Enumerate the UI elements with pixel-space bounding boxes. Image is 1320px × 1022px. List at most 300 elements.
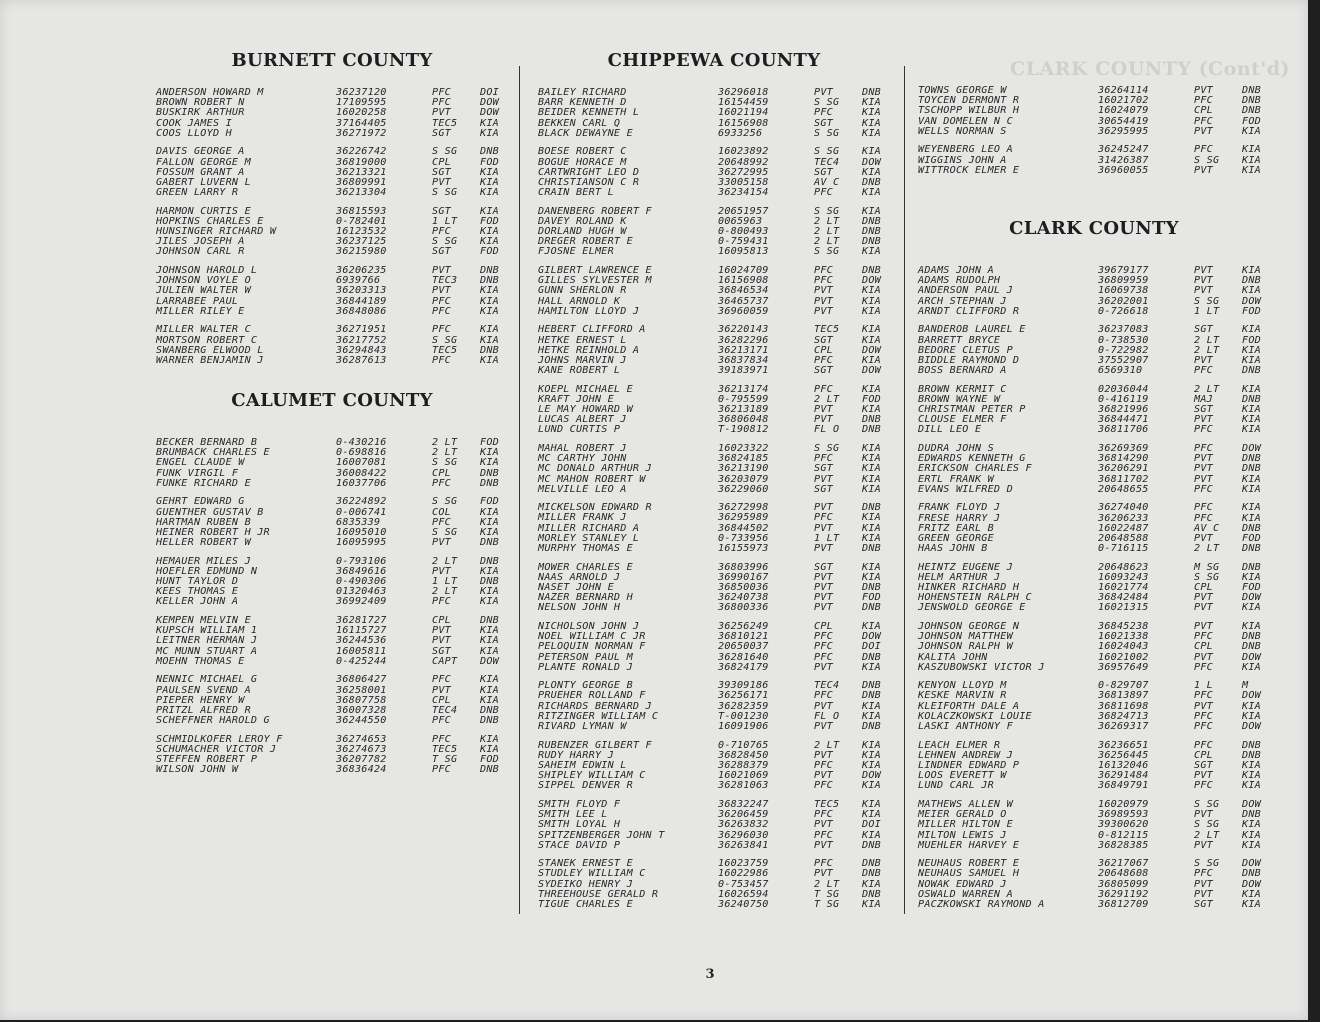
service-number: 16020979 — [1098, 798, 1149, 810]
service-number: 36990167 — [718, 571, 769, 583]
service-number: 36811706 — [1098, 424, 1149, 436]
status: DNB — [480, 555, 499, 567]
service-number: 6835339 — [336, 516, 381, 528]
status: DNB — [1242, 463, 1261, 475]
soldier-name: LE MAY HOWARD W — [538, 404, 633, 416]
service-number: 36256171 — [718, 690, 769, 702]
status: KIA — [1242, 383, 1261, 395]
service-number: 36206235 — [336, 264, 387, 276]
soldier-name: FJOSNE ELMER — [538, 246, 614, 258]
rank: CPL — [814, 620, 833, 632]
rank: PVT — [814, 749, 833, 761]
status: DNB — [1242, 85, 1261, 96]
service-number: 0-795599 — [718, 393, 769, 405]
rank: PVT — [432, 625, 451, 637]
rank: S SG — [1194, 798, 1220, 810]
service-number: 0-759431 — [718, 236, 769, 248]
status: KIA — [1242, 164, 1261, 176]
soldier-name: NELSON JOHN H — [538, 602, 621, 614]
rank: S SG — [1194, 154, 1220, 166]
status: M — [1242, 680, 1249, 692]
status: KIA — [1242, 324, 1261, 336]
entry-group — [156, 557, 508, 608]
rank: S SG — [814, 127, 840, 139]
casualty-row — [538, 307, 890, 317]
service-number: 30654419 — [1098, 115, 1149, 127]
service-number: 36295995 — [1098, 125, 1149, 137]
service-number: 36281727 — [336, 614, 387, 626]
service-number: 39183971 — [718, 365, 769, 377]
service-number: 36263832 — [718, 819, 769, 831]
rank: PVT — [814, 721, 833, 733]
status: DNB — [480, 344, 499, 356]
rank: PFC — [1194, 739, 1213, 751]
soldier-name: NAAS ARNOLD J — [538, 571, 621, 583]
service-number: 6939766 — [336, 275, 381, 287]
casualty-row — [538, 129, 890, 139]
service-number: 16022986 — [718, 868, 769, 880]
soldier-name: BROWN ROBERT N — [156, 97, 245, 109]
rank: TEC4 — [432, 704, 458, 716]
status: KIA — [862, 780, 881, 792]
status: KIA — [1242, 502, 1261, 514]
status: DNB — [1242, 631, 1261, 643]
rank: PVT — [814, 305, 833, 317]
casualty-row — [918, 841, 1270, 851]
service-number: 36206459 — [718, 809, 769, 821]
soldier-name: LEACH ELMER R — [918, 739, 1001, 751]
entry-group — [156, 266, 508, 317]
entry-group — [538, 563, 890, 614]
rank: S SG — [814, 442, 840, 454]
service-number: 0-006741 — [336, 506, 387, 518]
county-section — [918, 218, 1270, 919]
rank: 2 LT — [432, 447, 458, 459]
service-number: 36805099 — [1098, 878, 1149, 890]
soldier-name: JOHNSON HAROLD L — [156, 264, 258, 276]
soldier-name: TOWNS GEORGE W — [918, 85, 1007, 96]
status: DNB — [862, 424, 881, 436]
status: KIA — [480, 205, 499, 217]
status: DNB — [862, 680, 881, 692]
rank: PVT — [432, 264, 451, 276]
entry-group — [918, 800, 1270, 851]
status: KIA — [480, 305, 499, 317]
status: KIA — [862, 354, 881, 366]
county-heading: CALUMET COUNTY — [231, 390, 433, 411]
soldier-name: CHRISTIANSON C R — [538, 176, 640, 188]
soldier-name: FUNKE RICHARD E — [156, 477, 251, 489]
status: KIA — [862, 295, 881, 307]
status: KIA — [862, 97, 881, 109]
entry-group — [918, 145, 1270, 176]
soldier-name: KOEPL MICHAEL E — [538, 383, 633, 395]
service-number: 36237083 — [1098, 324, 1149, 336]
service-number: 36282296 — [718, 334, 769, 346]
status: DNB — [862, 264, 881, 276]
soldier-name: NASET JOHN E — [538, 582, 614, 593]
soldier-name: ARCH STEPHAN J — [918, 295, 1007, 307]
soldier-name: MC CARTHY JOHN — [538, 453, 627, 465]
service-number: 16021315 — [1098, 602, 1149, 614]
status: DNB — [1242, 105, 1261, 117]
rank: 1 LT — [814, 532, 840, 544]
soldier-name: ARNDT CLIFFORD R — [918, 305, 1020, 317]
soldier-name: SCHEFFNER HAROLD G — [156, 715, 270, 727]
service-number: 36274673 — [336, 743, 387, 755]
soldier-name: KEES THOMAS E — [156, 586, 239, 598]
casualty-row — [538, 841, 890, 851]
status: DNB — [480, 537, 499, 549]
rank: PVT — [814, 592, 833, 604]
rank: 1 LT — [432, 576, 458, 588]
rank: PFC — [1194, 483, 1213, 495]
soldier-name: RUDY HARRY J — [538, 749, 614, 761]
status: KIA — [480, 334, 499, 346]
service-number: 0-425244 — [336, 655, 387, 667]
service-number: 16024709 — [718, 264, 769, 276]
status: KIA — [862, 700, 881, 712]
entry-group — [538, 207, 890, 258]
service-number: 36800336 — [718, 602, 769, 614]
service-number: 36240750 — [718, 899, 769, 911]
status: DNB — [862, 888, 881, 900]
status: KIA — [1242, 760, 1261, 771]
rank: PVT — [1194, 700, 1213, 712]
status: KIA — [862, 473, 881, 485]
soldier-name: CHRISTMAN PETER P — [918, 404, 1026, 416]
soldier-name: BEIDER KENNETH L — [538, 107, 640, 119]
rank: PVT — [432, 107, 451, 119]
soldier-name: LARRABEE PAUL — [156, 295, 239, 307]
rank: PVT — [814, 602, 833, 614]
soldier-name: BRUMBACK CHARLES E — [156, 447, 270, 459]
service-number: 16021338 — [1098, 631, 1149, 643]
casualty-row — [538, 485, 890, 495]
casualty-row — [538, 247, 890, 257]
service-number: 0-416119 — [1098, 393, 1149, 405]
status: KIA — [862, 117, 881, 129]
casualty-row — [918, 325, 1270, 335]
rank: PVT — [814, 87, 833, 98]
service-number: 36811698 — [1098, 700, 1149, 712]
soldier-name: KASZUBOWSKI VICTOR J — [918, 661, 1045, 673]
rank: PVT — [1194, 125, 1213, 137]
service-number: 0065963 — [718, 215, 763, 227]
soldier-name: HEMAUER MILES J — [156, 555, 251, 567]
rank: PVT — [814, 285, 833, 297]
service-number: 36806048 — [718, 414, 769, 426]
soldier-name: STACE DAVID P — [538, 839, 621, 851]
service-number: 0-733956 — [718, 532, 769, 544]
rank: PFC — [1194, 631, 1213, 643]
status: KIA — [862, 107, 881, 119]
status: DNB — [1242, 522, 1261, 534]
rank: AV C — [814, 176, 840, 188]
status: DNB — [862, 858, 881, 870]
status: KIA — [1242, 888, 1261, 900]
service-number: 36836424 — [336, 764, 387, 776]
entry-group — [538, 622, 890, 673]
status: DNB — [1242, 749, 1261, 761]
entry-group — [538, 741, 890, 792]
soldier-name: MORTSON ROBERT C — [156, 334, 258, 346]
soldier-name: GABERT LUVERN L — [156, 176, 251, 188]
rank: PFC — [1194, 661, 1213, 673]
rank: SGT — [814, 117, 833, 129]
casualty-row — [918, 544, 1270, 554]
soldier-name: STEFFEN ROBERT P — [156, 754, 258, 766]
soldier-name: SYDEIKO HENRY J — [538, 878, 633, 890]
soldier-name: MATHEWS ALLEN W — [918, 798, 1013, 810]
service-number: 36008422 — [336, 467, 387, 479]
rank: 2 LT — [432, 437, 458, 448]
service-number: 20648608 — [1098, 868, 1149, 880]
service-number: 36213304 — [336, 187, 387, 199]
status: DNB — [1242, 453, 1261, 465]
status: KIA — [862, 829, 881, 841]
service-number: 36244536 — [336, 635, 387, 647]
rank: SGT — [814, 561, 833, 573]
status: KIA — [1242, 144, 1261, 156]
status: FOD — [480, 246, 499, 258]
rank: PFC — [432, 764, 451, 776]
status: KIA — [1242, 620, 1261, 632]
service-number: 36272998 — [718, 502, 769, 514]
entry-group — [538, 385, 890, 436]
soldier-name: LEITNER HERMAN J — [156, 635, 258, 647]
rank: PFC — [814, 275, 833, 287]
service-number: 16021002 — [1098, 651, 1149, 663]
service-number: 6933256 — [718, 127, 763, 139]
casualty-row — [538, 366, 890, 376]
status: KIA — [862, 878, 881, 890]
rank: PVT — [1194, 878, 1213, 890]
entry-group — [538, 147, 890, 198]
rank: CPL — [814, 344, 833, 356]
service-number: 36291484 — [1098, 770, 1149, 782]
rank: T SG — [814, 899, 840, 911]
status: KIA — [1242, 354, 1261, 366]
rank: S SG — [1194, 819, 1220, 831]
soldier-name: RITZINGER WILLIAM C — [538, 710, 659, 722]
rank: PVT — [1194, 473, 1213, 485]
soldier-name: MILLER HILTON E — [918, 819, 1013, 831]
casualty-row — [538, 188, 890, 198]
service-number: 16154459 — [718, 97, 769, 109]
soldier-name: HUNSINGER RICHARD W — [156, 226, 277, 238]
rank: S SG — [1194, 858, 1220, 870]
status: KIA — [480, 645, 499, 657]
casualty-row — [918, 503, 1270, 513]
service-number: 36465737 — [718, 295, 769, 307]
soldier-name: JENSWOLD GEORGE E — [918, 602, 1026, 614]
rank: CPL — [1194, 641, 1213, 653]
entry-group — [538, 681, 890, 732]
soldier-name: RUBENZER GILBERT F — [538, 739, 652, 751]
casualty-row — [156, 716, 508, 726]
soldier-name: ANDERSON HOWARD M — [156, 87, 264, 98]
status: KIA — [862, 739, 881, 751]
rank: PFC — [432, 324, 451, 336]
soldier-name: GREEN LARRY R — [156, 187, 239, 199]
entry-group — [156, 147, 508, 198]
status: KIA — [1242, 700, 1261, 712]
service-number: 16095010 — [336, 526, 387, 538]
status: KIA — [480, 354, 499, 366]
status: KIA — [862, 246, 881, 258]
service-number: 36271972 — [336, 127, 387, 139]
rank: PVT — [432, 635, 451, 647]
service-number: 20648623 — [1098, 561, 1149, 573]
soldier-name: THREEHOUSE GERALD R — [538, 888, 659, 900]
service-number: 36269369 — [1098, 442, 1149, 454]
status: DNB — [480, 614, 499, 626]
rank: CPL — [1194, 582, 1213, 594]
status: DOW — [862, 365, 881, 377]
rank: CPL — [1194, 749, 1213, 761]
rank: PVT — [1194, 651, 1213, 663]
service-number: 36824179 — [718, 661, 769, 673]
soldier-name: SCHMIDLKOFER LEROY F — [156, 733, 283, 745]
casualty-row — [918, 145, 1270, 155]
status: DOI — [480, 87, 499, 98]
soldier-name: GREEN GEORGE — [918, 532, 994, 544]
entry-group — [538, 325, 890, 376]
status: DNB — [862, 721, 881, 733]
service-number: 16093243 — [1098, 571, 1149, 583]
rank: TEC5 — [432, 117, 458, 129]
soldier-name: BOGUE HORACE M — [538, 156, 627, 168]
soldier-name: MURPHY THOMAS E — [538, 543, 633, 555]
status: FOD — [1242, 334, 1261, 346]
status: KIA — [480, 236, 499, 248]
service-number: 16095813 — [718, 246, 769, 258]
soldier-name: EDWARDS KENNETH G — [918, 453, 1026, 465]
rank: SGT — [814, 166, 833, 178]
status: KIA — [480, 226, 499, 238]
soldier-name: PLANTE RONALD J — [538, 661, 633, 673]
service-number: 36217067 — [1098, 858, 1149, 870]
soldier-name: NENNIC MICHAEL G — [156, 674, 258, 686]
service-number: 0-738530 — [1098, 334, 1149, 346]
service-number: 31426387 — [1098, 154, 1149, 166]
status: KIA — [480, 674, 499, 686]
status: DOW — [480, 97, 499, 109]
soldier-name: HOHENSTEIN RALPH C — [918, 592, 1032, 604]
soldier-name: WEYENBERG LEO A — [918, 144, 1013, 156]
rank: SGT — [432, 166, 451, 178]
service-number: 36244550 — [336, 715, 387, 727]
soldier-name: COOS LLOYD H — [156, 127, 232, 139]
service-number: 36957649 — [1098, 661, 1149, 673]
rank: PFC — [432, 477, 451, 489]
rank: PFC — [814, 512, 833, 524]
status: DNB — [862, 868, 881, 880]
rank: PFC — [814, 809, 833, 821]
casualty-row — [156, 597, 508, 607]
soldier-name: JOHNSON MATTHEW — [918, 631, 1013, 643]
entry-group — [156, 88, 508, 139]
entry-group — [538, 266, 890, 317]
soldier-name: BOESE ROBERT C — [538, 146, 627, 158]
soldier-name: MAHAL ROBERT J — [538, 442, 627, 454]
status: DOW — [1242, 592, 1261, 604]
rank: PFC — [432, 305, 451, 317]
county-section — [538, 50, 890, 919]
soldier-name: PRITZL ALFRED R — [156, 704, 251, 716]
service-number: 36245247 — [1098, 144, 1149, 156]
casualty-row — [918, 485, 1270, 495]
soldier-name: FOSSUM GRANT A — [156, 166, 245, 178]
entry-group — [918, 681, 1270, 732]
rank: 2 LT — [1194, 829, 1220, 841]
rank: PVT — [814, 295, 833, 307]
soldier-name: RICHARDS BERNARD J — [538, 700, 652, 712]
status: KIA — [862, 710, 881, 722]
service-number: 02036044 — [1098, 383, 1149, 395]
status: DOW — [862, 344, 881, 356]
service-number: 0-726618 — [1098, 305, 1149, 317]
soldier-name: SCHUMACHER VICTOR J — [156, 743, 277, 755]
status: KIA — [862, 383, 881, 395]
casualty-row — [918, 166, 1270, 176]
entry-group — [156, 497, 508, 548]
rank: PVT — [1194, 85, 1213, 96]
soldier-name: COOK JAMES I — [156, 117, 232, 129]
status: KIA — [480, 586, 499, 598]
service-number: 36809991 — [336, 176, 387, 188]
service-number: 36269317 — [1098, 721, 1149, 733]
soldier-name: ADAMS JOHN A — [918, 265, 994, 276]
status: KIA — [862, 453, 881, 465]
service-number: 36007328 — [336, 704, 387, 716]
rank: S SG — [432, 146, 458, 158]
entry-group — [918, 741, 1270, 792]
status: FOD — [480, 437, 499, 448]
soldier-name: DUDRA JOHN S — [918, 442, 994, 454]
status: KIA — [480, 447, 499, 459]
status: KIA — [480, 565, 499, 577]
soldier-name: BAILEY RICHARD — [538, 87, 627, 98]
status: KIA — [862, 205, 881, 217]
rank: CPL — [432, 694, 451, 706]
soldier-name: JULIEN WALTER W — [156, 285, 251, 297]
service-number: 36815593 — [336, 205, 387, 217]
status: KIA — [1242, 285, 1261, 297]
service-number: 20650037 — [718, 641, 769, 653]
status: KIA — [862, 899, 881, 911]
service-number: 16026594 — [718, 888, 769, 900]
service-number: 36234154 — [718, 187, 769, 199]
rank: 2 LT — [432, 555, 458, 567]
soldier-name: HETKE REINHOLD A — [538, 344, 640, 356]
rank: PVT — [814, 770, 833, 782]
status: KIA — [480, 684, 499, 696]
status: KIA — [480, 516, 499, 528]
rank: PFC — [814, 264, 833, 276]
rank: SGT — [432, 645, 451, 657]
entry-group — [918, 86, 1270, 137]
rank: 2 LT — [1194, 383, 1220, 395]
service-number: 0-782401 — [336, 215, 387, 227]
rank: PFC — [814, 383, 833, 395]
soldier-name: GILBERT LAWRENCE E — [538, 264, 652, 276]
service-number: 36960059 — [718, 305, 769, 317]
casualty-row — [918, 603, 1270, 613]
service-number: 16156908 — [718, 117, 769, 129]
rank: PFC — [1194, 710, 1213, 722]
